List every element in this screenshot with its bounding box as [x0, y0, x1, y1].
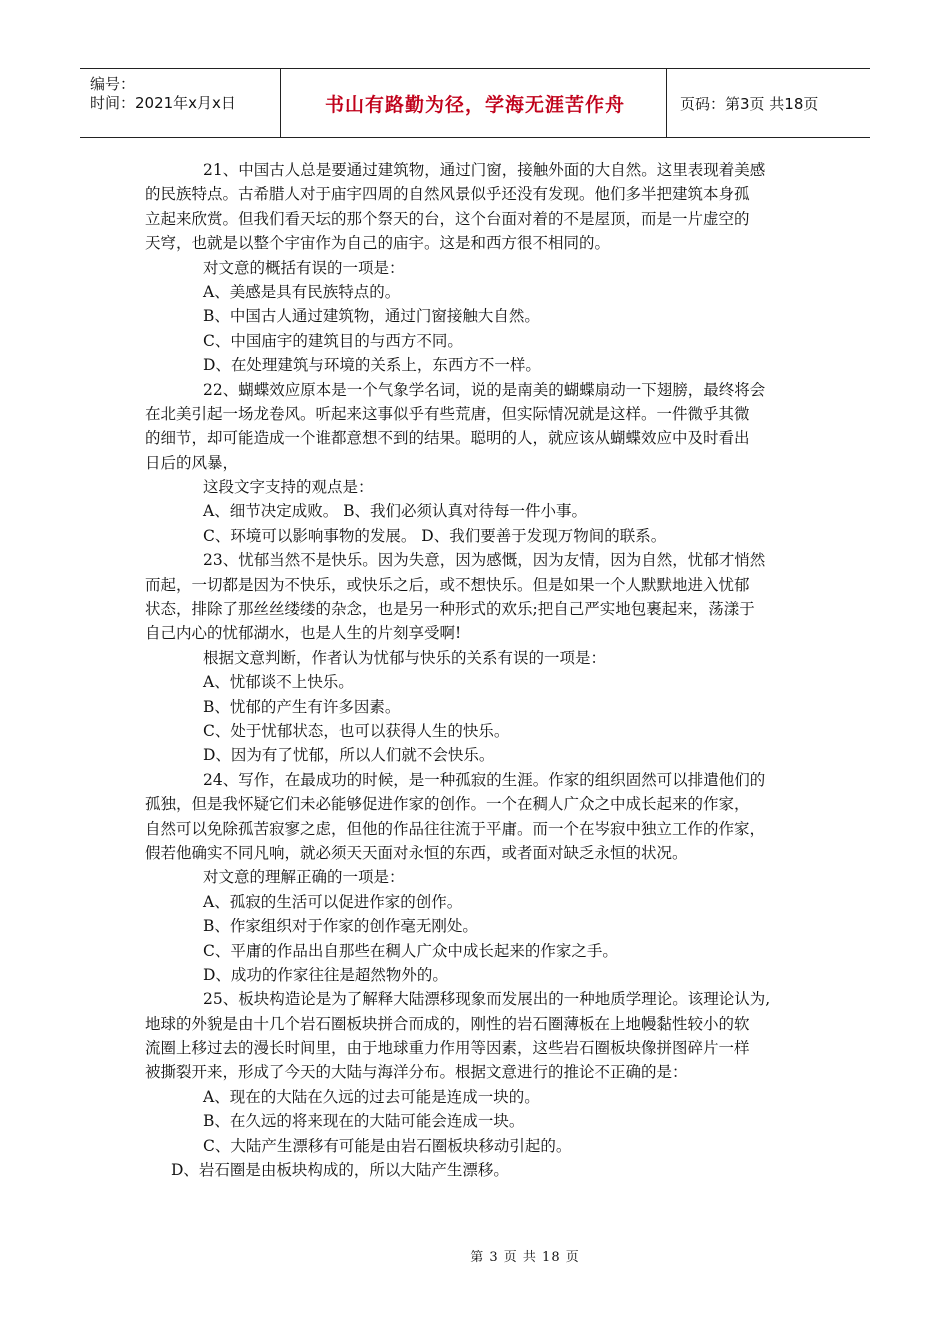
text-line: C、处于忧郁状态，也可以获得人生的快乐。 [203, 721, 510, 740]
text-line: 21、中国古人总是要通过建筑物，通过门窗，接触外面的大自然。这里表现着美感 [203, 161, 766, 179]
text-line: A、现在的大陆在久远的过去可能是连成一块的。 [203, 1087, 540, 1106]
document-body [145, 158, 815, 1182]
header-divider [280, 69, 281, 137]
text-line: B、在久远的将来现在的大陆可能会连成一块。 [203, 1112, 525, 1131]
text-line: 日后的风暴， [145, 453, 239, 472]
text-line: C、中国庙宇的建筑目的与西方不同。 [203, 331, 463, 350]
text-line: 在北美引起一场龙卷风。听起来这事似乎有些荒唐，但实际情况就是这样。一件微乎其微 [145, 404, 750, 423]
text-line: D、在处理建筑与环境的关系上，东西方不一样。 [203, 356, 541, 375]
text-line: 而起，一切都是因为不快乐，或快乐之后，或不想快乐。但是如果一个人默默地进入忧郁 [145, 575, 750, 594]
text-line: C、平庸的作品出自那些在稠人广众中成长起来的作家之手。 [203, 941, 618, 960]
text-line: 根据文意判断，作者认为忧郁与快乐的关系有误的一项是： [203, 648, 607, 667]
text-line: 自然可以免除孤苦寂寥之虑，但他的作品往往流于平庸。而一个在岑寂中独立工作的作家， [145, 819, 766, 838]
text-line: D、岩石圈是由板块构成的，所以大陆产生漂移。 [171, 1161, 509, 1180]
text-line: 的民族特点。古希腊人对于庙宇四周的自然风景似乎还没有发现。他们多半把建筑本身孤 [145, 185, 750, 204]
text-line: C、大陆产生漂移有可能是由岩石圈板块移动引起的。 [203, 1136, 572, 1155]
page-footer: 第 3 页 共 18 页 [470, 1250, 580, 1265]
text-line: 自己内心的忧郁湖水，也是人生的片刻享受啊! [145, 624, 462, 643]
text-line: 天穹，也就是以整个宇宙作为自己的庙宇。这是和西方很不相同的。 [145, 234, 611, 253]
text-line: 24、写作，在最成功的时候，是一种孤寂的生涯。作家的组织固然可以排遣他们的 [203, 770, 766, 789]
text-line: 22、蝴蝶效应原本是一个气象学名词，说的是南美的蝴蝶扇动一下翅膀，最终将会 [203, 380, 766, 399]
text-line: 立起来欣赏。但我们看天坛的那个祭天的台，这个台面对着的不是屋顶，而是一片虚空的 [145, 209, 750, 228]
text-line: A、孤寂的生活可以促进作家的创作。 [203, 892, 463, 911]
text-line: 假若他确实不同凡响，就必须天天面对永恒的东西，或者面对缺乏永恒的状况。 [145, 843, 688, 862]
text-line: 这段文字支持的观点是： [203, 478, 374, 497]
document-number-label: 编号： [90, 75, 136, 93]
header-meta [80, 69, 280, 137]
text-line: 对文意的概括有误的一项是： [203, 258, 405, 277]
text-line: D、因为有了忧郁，所以人们就不会快乐。 [203, 746, 495, 765]
text-line: 对文意的理解正确的一项是： [203, 868, 405, 887]
text-line: 25、板块构造论是为了解释大陆漂移现象而发展出的一种地质学理论。该理论认为, [203, 990, 771, 1009]
text-line: A、忧郁谈不上快乐。 [203, 673, 354, 692]
header-page-number: 页码：第3页 共18页 [680, 94, 819, 113]
text-line: 被撕裂开来，形成了今天的大陆与海洋分布。根据文意进行的推论不正确的是： [145, 1063, 688, 1082]
text-line: 地球的外貌是由十几个岩石圈板块拼合而成的，刚性的岩石圈薄板在上地幔黏性较小的软 [145, 1014, 750, 1033]
page-header [80, 68, 870, 138]
header-motto: 书山有路勤为径，学海无涯苦作舟 [324, 93, 625, 116]
text-line: 23、忧郁当然不是快乐。因为失意，因为感慨，因为友情，因为自然，忧郁才悄然 [203, 551, 766, 570]
text-line: 的细节，却可能造成一个谁都意想不到的结果。聪明的人，就应该从蝴蝶效应中及时看出 [145, 429, 750, 448]
text-line: 状态，排除了那丝丝缕缕的杂念，也是另一种形式的欢乐;把自己严实地包裹起来，荡漾于 [145, 600, 755, 619]
text-line: 孤独，但是我怀疑它们未必能够促进作家的创作。一个在稠人广众之中成长起来的作家， [145, 795, 750, 814]
text-line: B、作家组织对于作家的创作毫无刚处。 [203, 917, 478, 936]
document-time-label: 时间：2021年x月x日 [90, 94, 236, 112]
text-line: A、细节决定成败。 B、我们必须认真对待每一件小事。 [203, 502, 588, 521]
text-line: B、忧郁的产生有许多因素。 [203, 697, 401, 716]
text-line: D、成功的作家往往是超然物外的。 [203, 965, 448, 984]
text-line: B、中国古人通过建筑物，通过门窗接触大自然。 [203, 307, 540, 326]
text-line: A、美感是具有民族特点的。 [203, 282, 401, 301]
text-line: 流圈上移过去的漫长时间里，由于地球重力作用等因素，这些岩石圈板块像拼图碎片一样 [145, 1039, 750, 1058]
text-line: C、环境可以影响事物的发展。 D、我们要善于发现万物间的联系。 [203, 526, 667, 545]
